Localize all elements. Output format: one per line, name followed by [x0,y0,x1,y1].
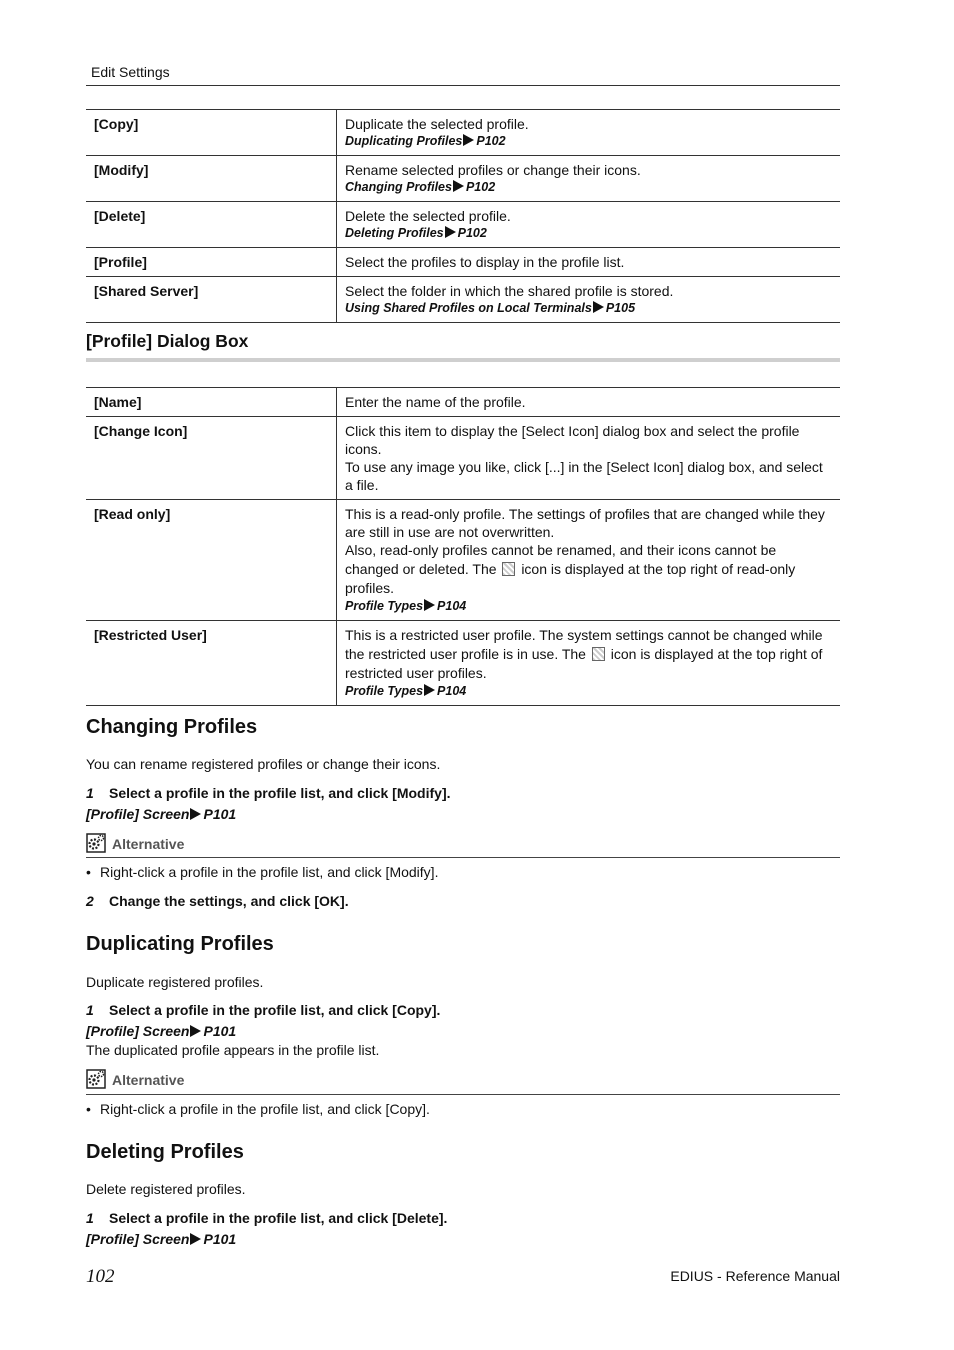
table-row [86,156,840,202]
alternative-note: Alternative [86,1069,840,1089]
dialog-box-heading: [Profile] Dialog Box [86,331,249,351]
read-only-icon [502,562,515,576]
cross-reference[interactable]: Using Shared Profiles on Local Terminals P105 [345,301,636,315]
cross-reference[interactable]: Duplicating Profiles P102 [345,134,506,148]
arrow-right-icon [445,226,456,238]
page-number: 102 [86,1266,115,1287]
table-key: [Delete] [86,202,337,248]
table-row [86,110,840,156]
manual-title: EDIUS - Reference Manual [670,1268,840,1284]
restricted-user-icon [592,647,605,661]
cross-reference[interactable]: Profile Types P104 [345,684,467,698]
running-head: Edit Settings [91,64,170,80]
table-value: Enter the name of the profile. [337,388,841,417]
table-row [86,500,840,621]
cross-reference[interactable]: [Profile] Screen P101 [86,806,237,822]
step-result: The duplicated profile appears in the profile list. [86,1042,380,1058]
gear-icon [86,833,106,853]
table-key: [Profile] [86,248,337,277]
step-1: 1 Select a profile in the profile list, and click [Copy]. [86,1002,441,1018]
arrow-right-icon [424,599,435,611]
table-key: [Restricted User] [86,621,337,706]
table-row [86,202,840,248]
arrow-right-icon [190,1025,201,1037]
section-intro: Duplicate registered profiles. [86,974,264,990]
table-row [86,277,840,323]
step-2: 2 Change the settings, and click [OK]. [86,893,349,909]
arrow-right-icon [190,808,201,820]
table-key: [Copy] [86,110,337,156]
table-key: [Change Icon] [86,417,337,500]
table-value: Select the profiles to display in the profile list. [337,248,841,277]
table-row [86,417,840,500]
cross-reference[interactable]: Profile Types P104 [345,599,467,613]
table-value: This is a restricted user profile. The system settings cannot be changed while the restricted user profile is in use. The icon is displayed at the top right of restricted user profiles. Profile Types P104 [337,621,841,706]
section-title-duplicating: Duplicating Profiles [86,933,274,955]
table-key: [Name] [86,388,337,417]
table-value: Select the folder in which the shared profile is stored. Using Shared Profiles on Local Terminals P105 [337,277,841,323]
alternative-note: Alternative [86,833,840,853]
buttons-table [86,109,840,323]
arrow-right-icon [463,134,474,146]
arrow-right-icon [424,684,435,696]
gear-icon [86,1069,106,1089]
cross-reference[interactable]: [Profile] Screen P101 [86,1231,237,1247]
table-value: Rename selected profiles or change their icons. Changing Profiles P102 [337,156,841,202]
arrow-right-icon [190,1233,201,1245]
section-intro: Delete registered profiles. [86,1181,246,1197]
table-row [86,621,840,706]
table-value: Duplicate the selected profile. Duplicating Profiles P102 [337,110,841,156]
table-row [86,248,840,277]
table-value: Delete the selected profile. Deleting Profiles P102 [337,202,841,248]
table-value: Click this item to display the [Select Icon] dialog box and select the profile icons. To use any image you like, click [...] in the [Select Icon] dialog box, and select a file. [337,417,841,500]
section-intro: You can rename registered profiles or change their icons. [86,756,441,772]
section-title-deleting: Deleting Profiles [86,1141,244,1163]
alternative-rule [86,1094,840,1095]
cross-reference[interactable]: Deleting Profiles P102 [345,226,487,240]
table-value: This is a read-only profile. The settings of profiles that are changed while they are still in use are not overwritten. Also, read-only profiles cannot be renamed, and their icons cannot be changed or deleted. The icon is displayed at the top right of read-only profiles. Profile Types P104 [337,500,841,621]
table-key: [Shared Server] [86,277,337,323]
heading-rule [86,358,840,362]
step-1: 1 Select a profile in the profile list, and click [Delete]. [86,1210,448,1226]
arrow-right-icon [593,301,604,313]
table-row [86,388,840,417]
table-key: [Read only] [86,500,337,621]
step-1: 1 Select a profile in the profile list, and click [Modify]. [86,785,451,801]
dialog-table [86,387,840,706]
header-rule [86,85,840,86]
table-key: [Modify] [86,156,337,202]
cross-reference[interactable]: Changing Profiles P102 [345,180,496,194]
list-item: • Right-click a profile in the profile list, and click [Copy]. [86,1101,430,1117]
arrow-right-icon [453,180,464,192]
section-title-changing: Changing Profiles [86,716,258,738]
list-item: • Right-click a profile in the profile list, and click [Modify]. [86,864,439,880]
cross-reference[interactable]: [Profile] Screen P101 [86,1023,237,1039]
alternative-rule [86,857,840,858]
